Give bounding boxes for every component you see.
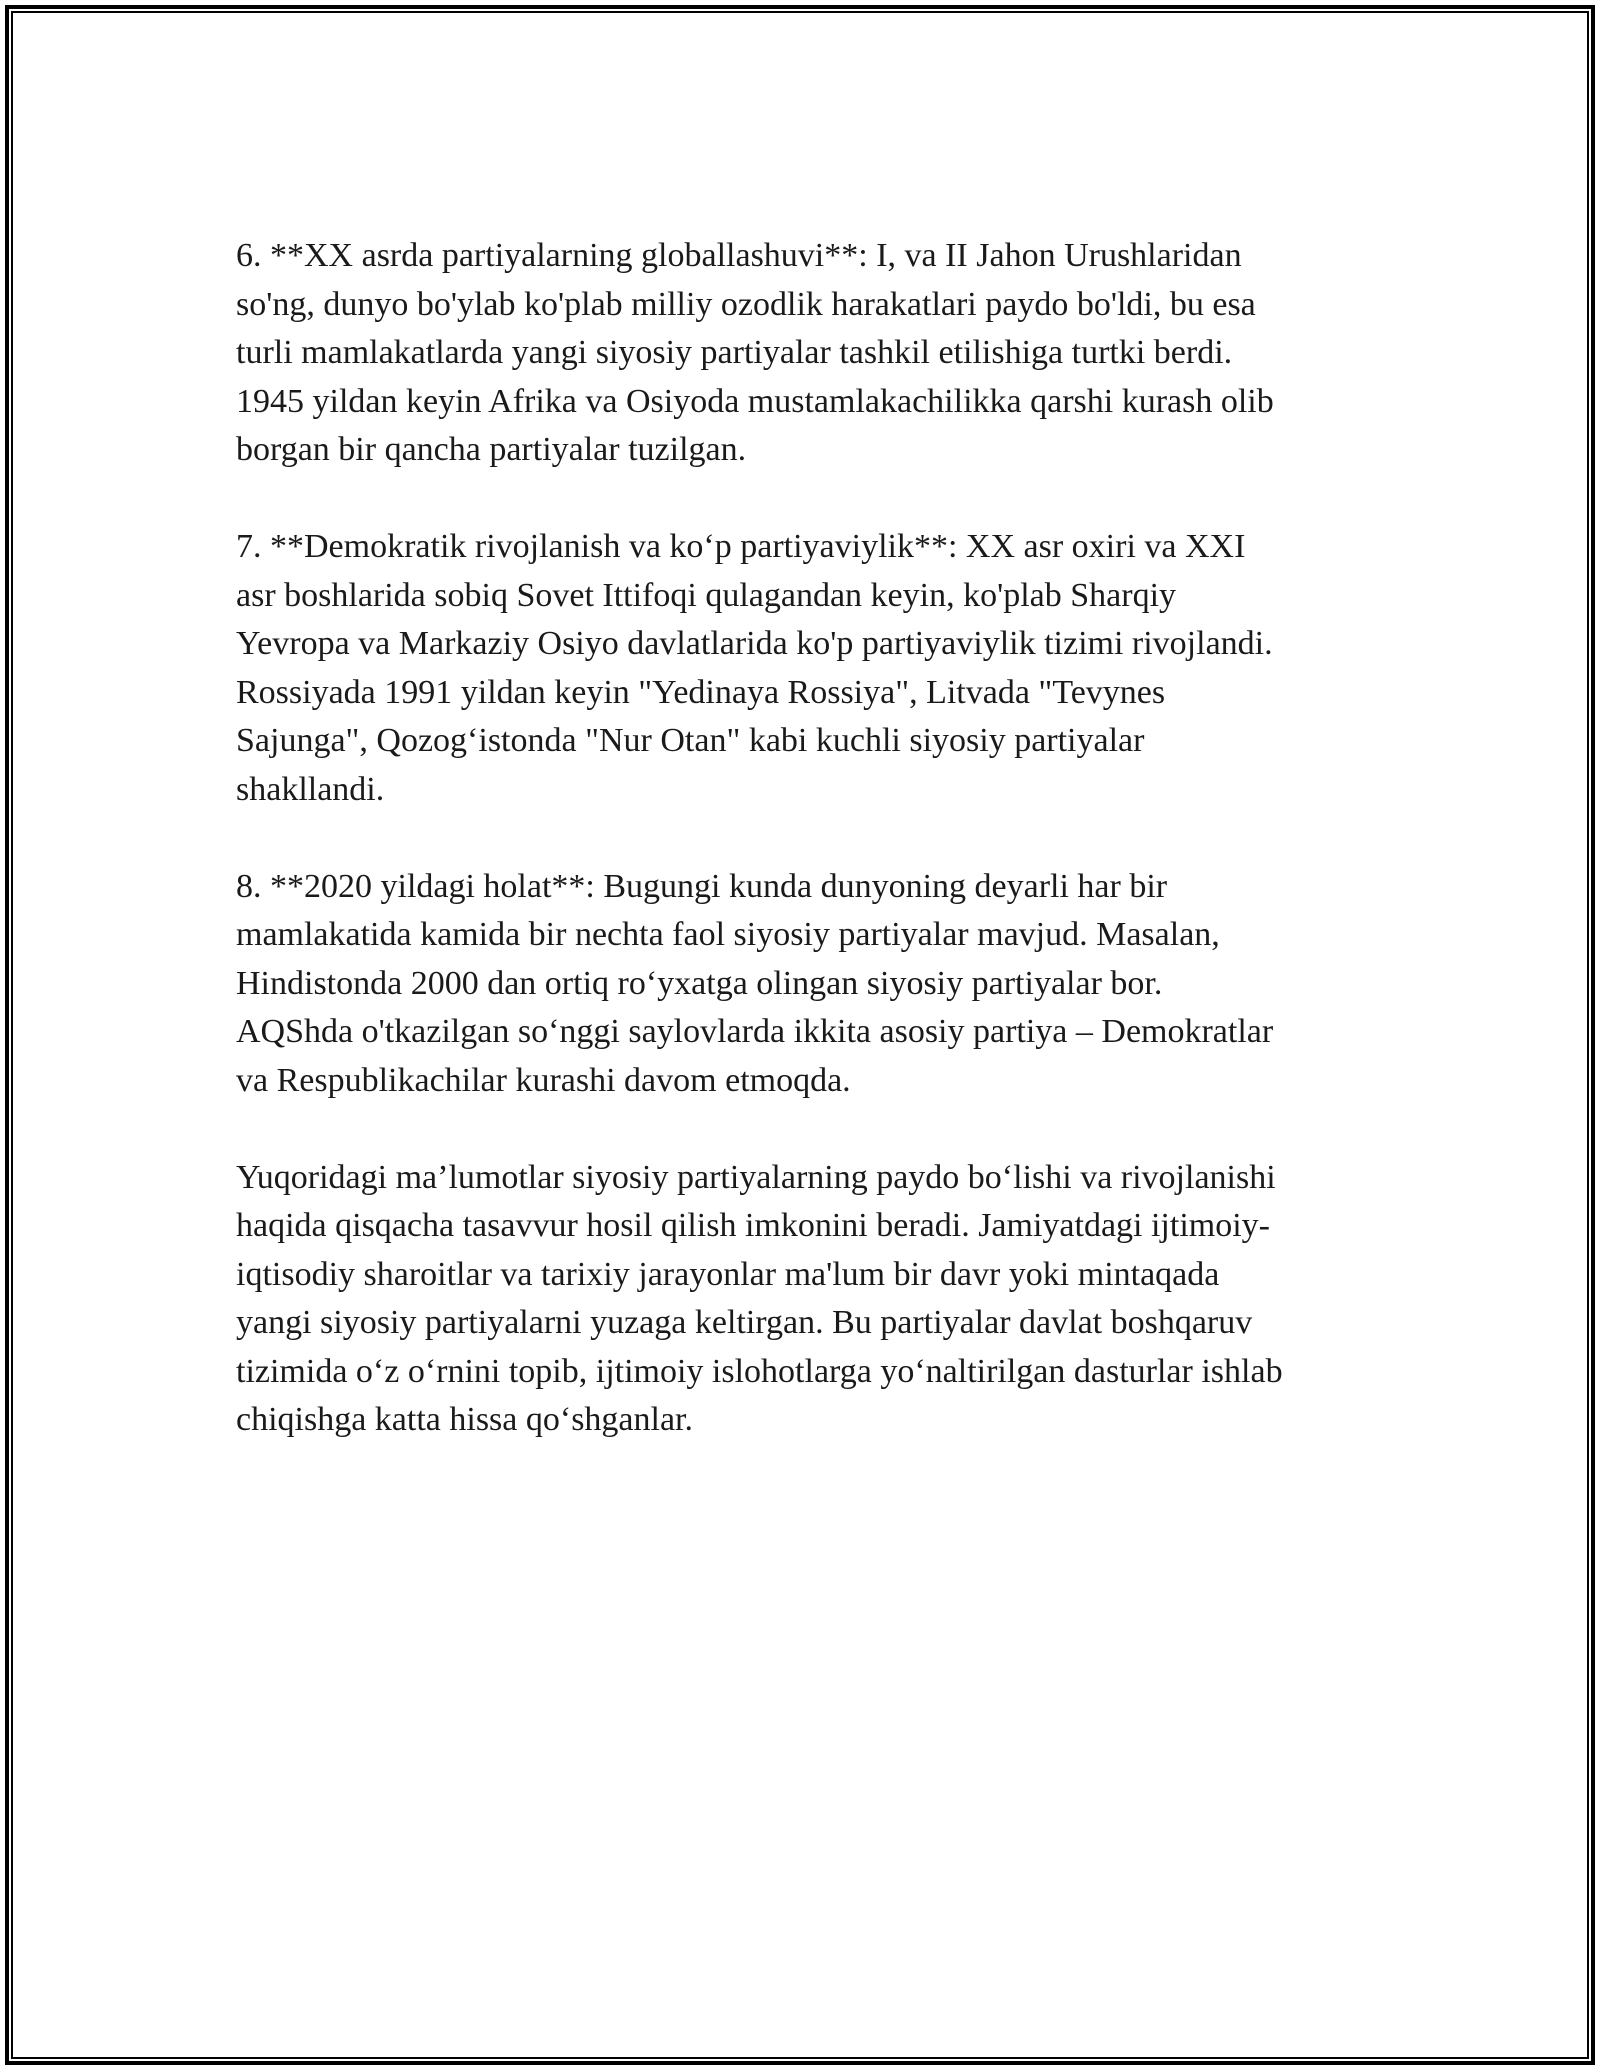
paragraph-summary: Yuqoridagi ma’lumotlar siyosiy partiyalarning paydo boʻlishi va rivojlanishi haqida qisqacha tasavvur hosil qilish imkonini beradi. Jamiyatdagi ijtimoiy- iqtisodiy sharoitlar va tarixiy jarayonlar ma'lum bir davr yoki mintaqada yangi siyosiy partiyalarni yuzaga keltirgan. Bu partiyalar davlat boshqaruv tizimida oʻz oʻrnini topib, ijtimoiy islohotlarga yoʻnaltirilgan dasturlar ishlab chiqishga katta hissa qoʻshganlar. bbox=[236, 1158, 1283, 1438]
paragraph-item-8: 8. **2020 yildagi holat**: Bugungi kunda dunyoning deyarli har bir mamlakatida kamida bir nechta faol siyosiy partiyalar mavjud. Masalan, Hindistonda 2000 dan ortiq roʻyxatga olingan siyosiy partiyalar bor. AQShda o'tkazilgan soʻnggi saylovlarda ikkita asosiy partiya – Demokratlar va Respublikachilar kurashi davom etmoqda. bbox=[236, 867, 1274, 1099]
document-body bbox=[236, 232, 1376, 1493]
paragraph-item-6: 6. **XX asrda partiyalarning globallashuvi**: I, va II Jahon Urushlaridan so'ng, dunyo bo'ylab ko'plab milliy ozodlik harakatlari paydo bo'ldi, bu esa turli mamlakatlarda yangi siyosiy partiyalar tashkil etilishiga turtki berdi. 1945 yildan keyin Afrika va Osiyoda mustamlakachilikka qarshi kurash olib borgan bir qancha partiyalar tuzilgan. bbox=[236, 237, 1274, 468]
paragraph-item-7: 7. **Demokratik rivojlanish va koʻp partiyaviylik**: XX asr oxiri va XXI asr boshlarida sobiq Sovet Ittifoqi qulagandan keyin, ko'plab Sharqiy Yevropa va Markaziy Osiyo davlatlarida ko'p partiyaviylik tizimi rivojlandi. Rossiyada 1991 yildan keyin "Yedinaya Rossiya", Litvada "Tevynes Sajunga", Qozogʻistonda "Nur Otan" kabi kuchli siyosiy partiyalar shakllandi. bbox=[236, 528, 1273, 808]
